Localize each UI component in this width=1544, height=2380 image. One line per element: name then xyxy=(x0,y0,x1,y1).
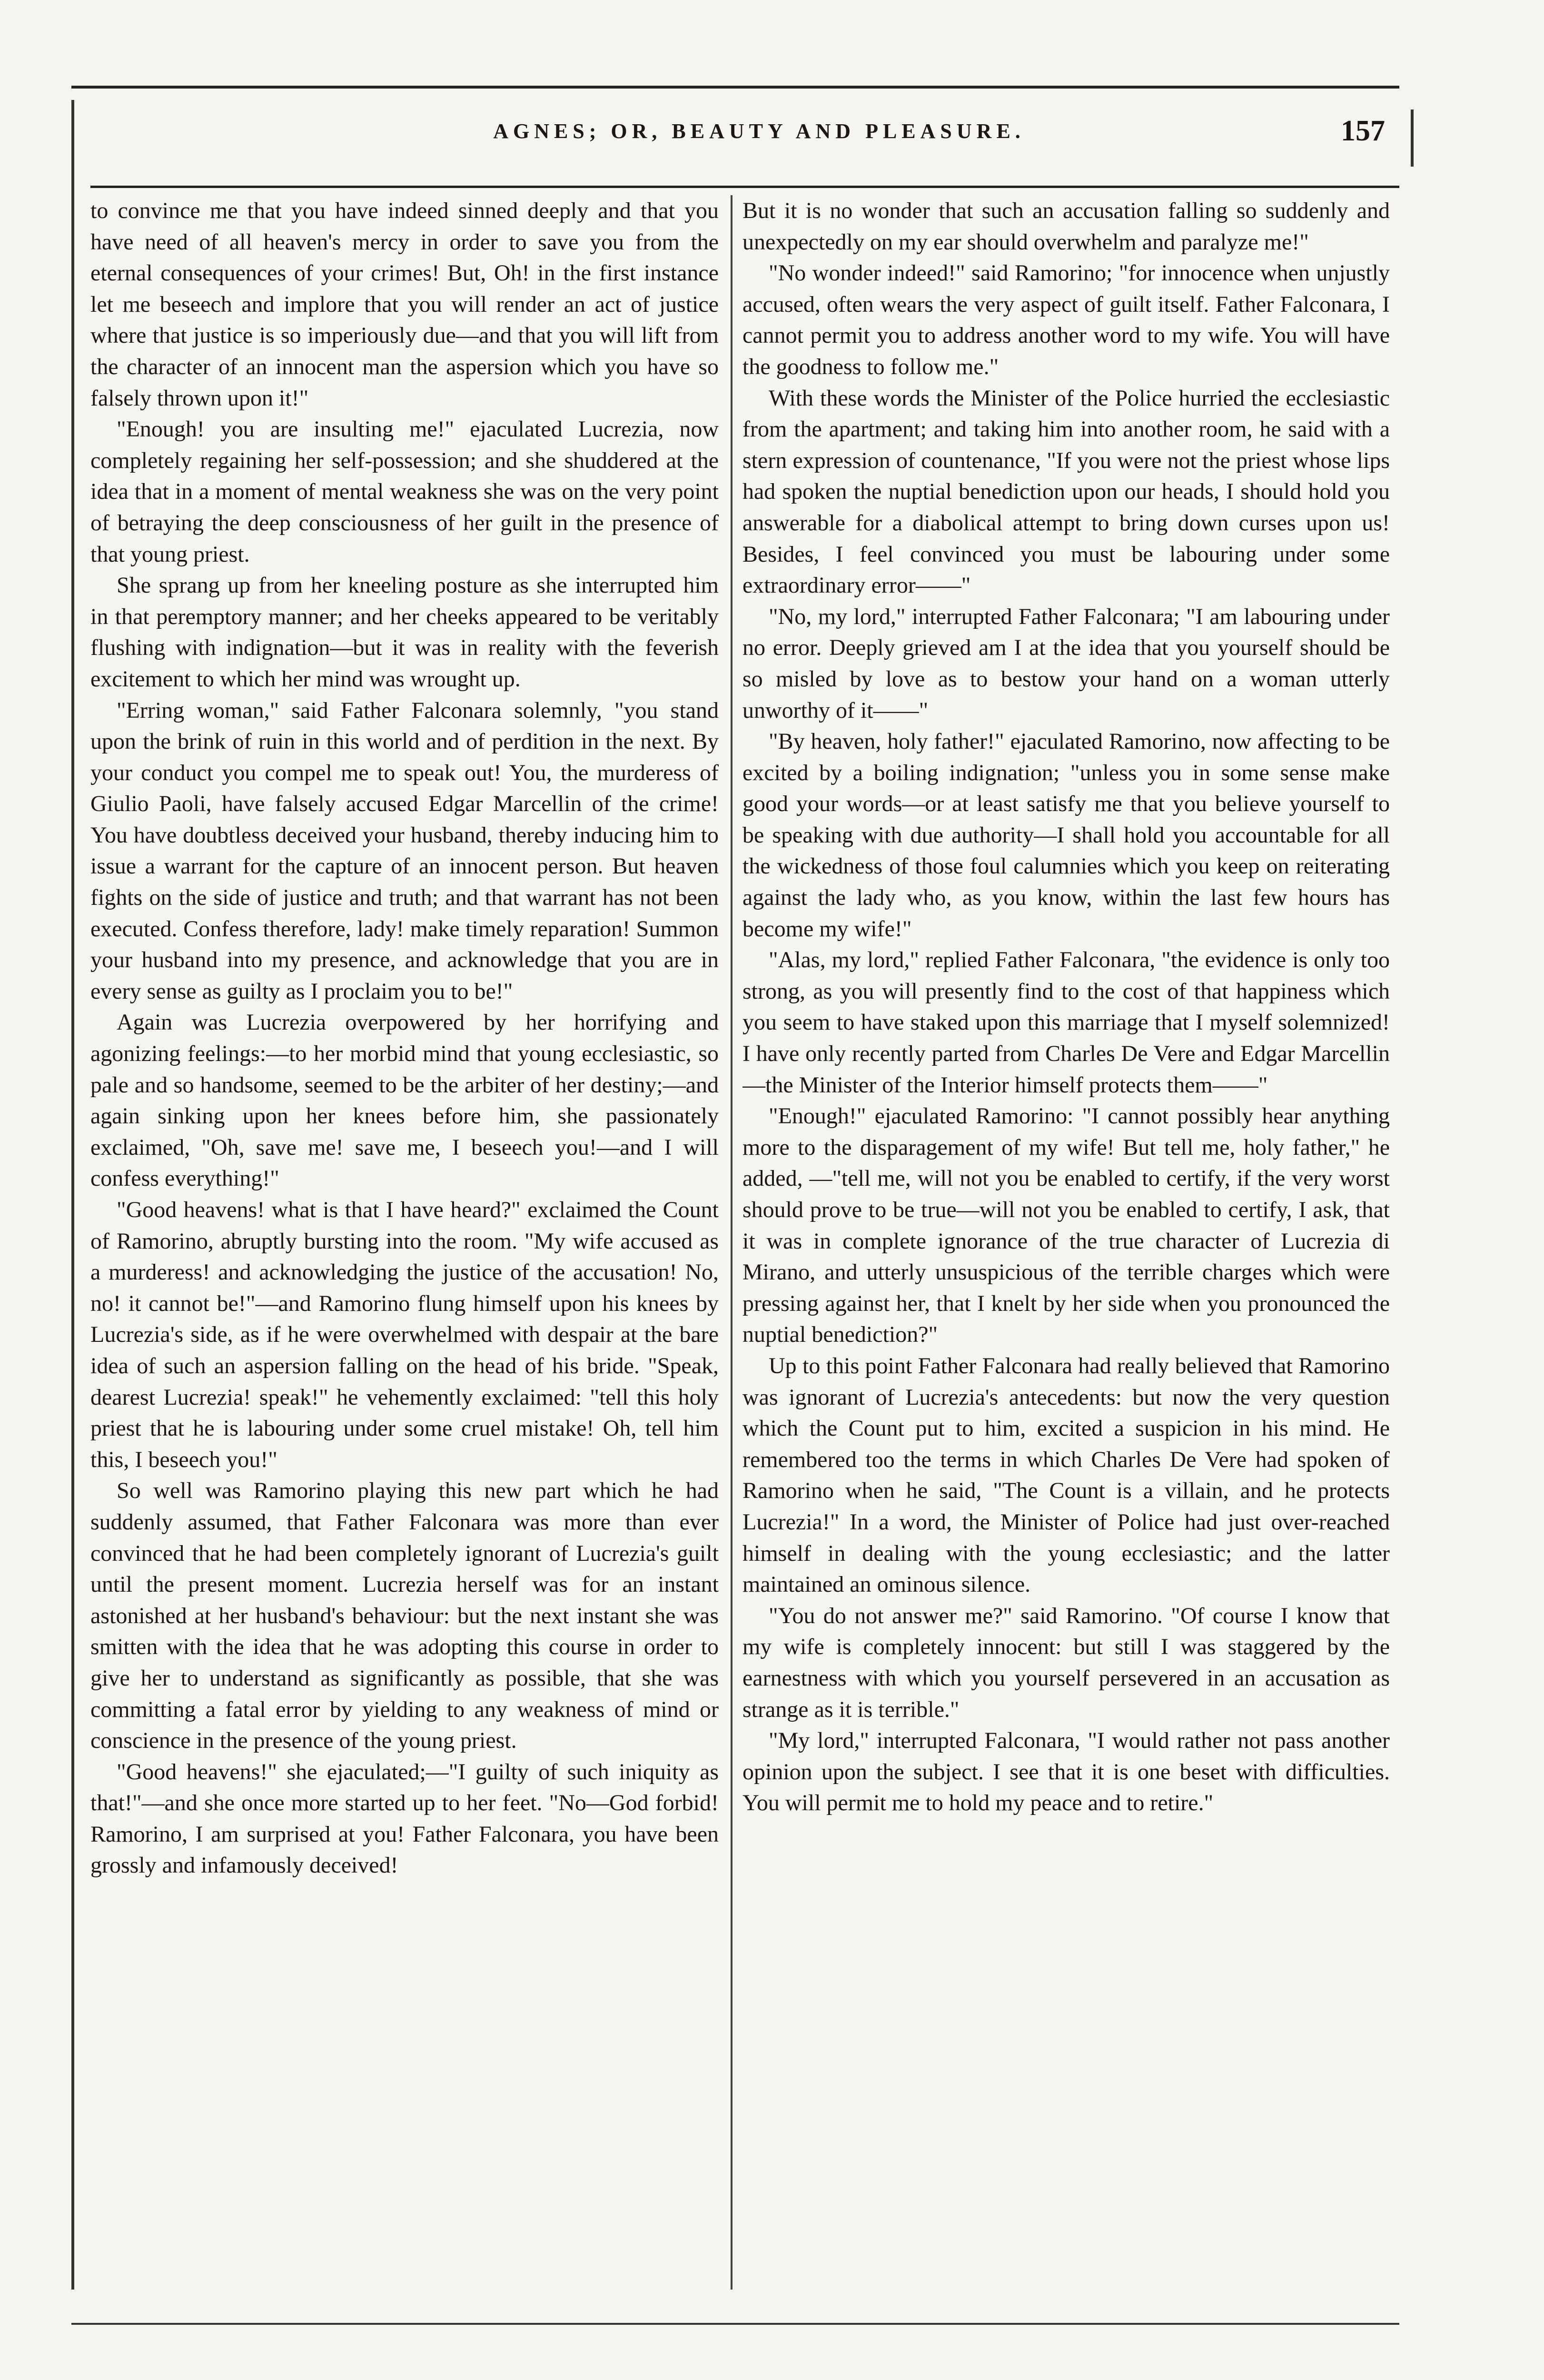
right-column xyxy=(742,195,1390,2290)
paragraph: "Erring woman," said Father Falconara solemnly, "you stand upon the brink of ruin in this world and of perdition in the next. By your conduct you compel me to speak out! You, the murderess of Giulio Paoli, have falsely accused Edgar Marcellin of the crime! You have doubtless deceived your husband, thereby inducing him to issue a warrant for the capture of an innocent person. But heaven fights on the side of justice and truth; and that warrant has not been executed. Confess therefore, lady! make timely reparation! Summon your husband into my presence, and acknowledge that you are in every sense as guilty as I proclaim you to be!" xyxy=(90,697,719,1004)
top-rule xyxy=(71,86,1399,89)
right-bracket xyxy=(1411,109,1414,167)
left-column xyxy=(90,195,719,2290)
paragraph: to convince me that you have indeed sinned deeply and that you have need of all heaven's mercy in order to save you from the eternal consequences of your crimes! But, Oh! in the first instance let me beseech and implore that you will render an act of justice where that justice is so imperiously due—and that you will lift from the character of an innocent man the aspersion which you have so falsely thrown upon it!" xyxy=(90,198,719,411)
paragraph: Up to this point Father Falconara had really believed that Ramorino was ignorant of Lucrezia's antecedents: but now the very question which the Count put to him, excited a suspicion in his mind. He remembered too the terms in which Charles De Vere had spoken of Ramorino when he said, "The Count is a villain, and he protects Lucrezia!" In a word, the Minister of Police had just over-reached himself in dealing with the young ecclesiastic; and the latter maintained an ominous silence. xyxy=(742,1353,1390,1597)
header-rule xyxy=(90,186,1399,188)
paragraph: Again was Lucrezia overpowered by her horrifying and agonizing feelings:—to her morbid mind that young ecclesiastic, so pale and so handsome, seemed to be the arbiter of her destiny;—and again sinking upon her knees before him, she passionately exclaimed, "Oh, save me! save me, I beseech you!—and I will confess everything!" xyxy=(90,1010,719,1191)
paragraph: "You do not answer me?" said Ramorino. "Of course I know that my wife is completely innocent: but still I was staggered by the earnestness with which you yourself persevered in an accusation as strange as it is terrible." xyxy=(742,1603,1390,1722)
paragraph: "Enough!" ejaculated Ramorino: "I cannot possibly hear anything more to the disparagement of my wife! But tell me, holy father," he added, —"tell me, will not you be enabled to certify, if the very worst should prove to be true—will not you be enabled to certify, I ask, that it was in complete ignorance of the true character of Lucrezia di Mirano, and utterly unsuspicious of the terrible charges which were pressing against her, that I knelt by her side when you pronounced the nuptial benediction?" xyxy=(742,1103,1390,1348)
paragraph: "Enough! you are insulting me!" ejaculated Lucrezia, now completely regaining her self-possession; and she shuddered at the idea that in a moment of mental weakness she was on the very point of betraying the deep consciousness of her guilt in the presence of that young priest. xyxy=(90,416,719,567)
paragraph: "Good heavens! what is that I have heard?" exclaimed the Count of Ramorino, abruptly bursting into the room. "My wife accused as a murderess! and acknowledging the justice of the accusation! No, no! it cannot be!"—and Ramorino flung himself upon his knees by Lucrezia's side, as if he were overwhelmed with despair at the bare idea of such an aspersion falling on the head of his bride. "Speak, dearest Lucrezia! speak!" he vehemently exclaimed: "tell this holy priest that he is labouring under some cruel mistake! Oh, tell him this, I beseech you!" xyxy=(90,1197,719,1472)
paragraph: She sprang up from her kneeling posture as she interrupted him in that peremptory manner; and her cheeks appeared to be veritably flushing with indignation—but it was in reality with the feverish excitement to which her mind was wrought up. xyxy=(90,573,719,692)
page-frame xyxy=(71,86,1399,2361)
paragraph: "My lord," interrupted Falconara, "I would rather not pass another opinion upon the subject. I see that it is one beset with difficulties. You will permit me to hold my peace and to retire." xyxy=(742,1728,1390,1816)
paragraph: So well was Ramorino playing this new part which he had suddenly assumed, that Father Falconara was more than ever convinced that he had been completely ignorant of Lucrezia's guilt until the present moment. Lucrezia herself was for an instant astonished at her husband's behaviour: but the next instant she was smitten with the idea that he was adopting this course in order to give her to understand as significantly as possible, that she was committing a fatal error by yielding to any weakness of mind or conscience in the presence of the young priest. xyxy=(90,1478,719,1754)
paragraph: "No, my lord," interrupted Father Falconara; "I am labouring under no error. Deeply grieved am I at the idea that you yourself should be so misled by love as to bestow your hand on a woman utterly unworthy of it——" xyxy=(742,604,1390,723)
paragraph: With these words the Minister of the Police hurried the ecclesiastic from the apartment; and taking him into another room, he said with a stern expression of countenance, "If you were not the priest whose lips had spoken the nuptial benediction upon our heads, I should hold you answerable for a diabolical attempt to bring down curses upon us! Besides, I feel convinced you must be labouring under some extraordinary error——" xyxy=(742,385,1390,598)
running-head xyxy=(119,115,1399,157)
paragraph: But it is no wonder that such an accusation falling so suddenly and unexpectedly on my ear should overwhelm and paralyze me!" xyxy=(742,198,1390,255)
left-margin-rule xyxy=(71,100,74,2290)
page-number: 157 xyxy=(1341,115,1385,147)
paragraph: "Alas, my lord," replied Father Falconara, "the evidence is only too strong, as you will presently find to the cost of that happiness which you seem to have staked upon this marriage that I myself solemnized! I have only recently parted from Charles De Vere and Edgar Marcellin—the Minister of the Interior himself protects them——" xyxy=(742,947,1390,1098)
paragraph: "Good heavens!" she ejaculated;—"I guilty of such iniquity as that!"—and she once more started up to her feet. "No—God forbid! Ramorino, I am surprised at you! Father Falconara, you have been grossly and infamously deceived! xyxy=(90,1759,719,1878)
bottom-rule xyxy=(71,2323,1399,2325)
paragraph: "By heaven, holy father!" ejaculated Ramorino, now affecting to be excited by a boiling indignation; "unless you in some sense make good your words—or at least satisfy me that you believe yourself to be speaking with due authority—I shall hold you accountable for all the wickedness of those foul calumnies which you keep on reiterating against the lady who, as you know, within the last few hours has become my wife!" xyxy=(742,729,1390,942)
paragraph: "No wonder indeed!" said Ramorino; "for innocence when unjustly accused, often wears the very aspect of guilt itself. Father Falconara, I cannot permit you to address another word to my wife. You will have the goodness to follow me." xyxy=(742,260,1390,379)
running-title: AGNES; OR, BEAUTY AND PLEASURE. xyxy=(493,119,1025,143)
column-divider xyxy=(731,195,732,2290)
